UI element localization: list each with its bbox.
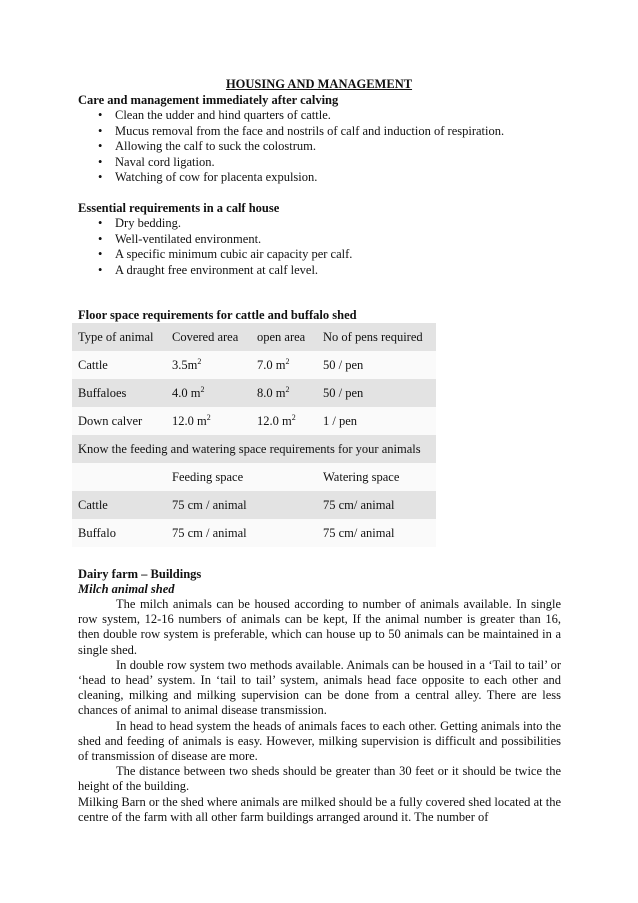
- table-cell: 50 / pen: [317, 379, 436, 407]
- table-header-cell: Feeding space: [166, 463, 317, 491]
- table-row: [72, 379, 436, 407]
- feeding-header-row: [72, 463, 436, 491]
- table-header-cell: [72, 463, 166, 491]
- table-cell: Down calver: [72, 407, 166, 435]
- list-item: • Watching of cow for placenta expulsion.: [78, 170, 504, 186]
- table-cell: 12.0 $m^2$: [251, 407, 317, 435]
- table-row: [72, 491, 436, 519]
- paragraph: The milch animals can be housed according to number of animals available. In single row system, 12-16 numbers of animals can be kept, If the animal number is greater than 16, then double row system is preferable, which can house up to 50 animals can be maintained in a single shed.: [78, 597, 561, 657]
- page-title: HOUSING AND MANAGEMENT: [225, 77, 413, 91]
- table-row: [72, 519, 436, 547]
- table-cell: 8.0 $m^2$: [251, 379, 317, 407]
- table-cell: $3.5m^2$: [166, 351, 251, 379]
- list-item: • Dry bedding.: [78, 216, 352, 232]
- paragraph: In double row system two methods available. Animals can be housed in a ‘Tail to tail’ or ‘head to head’ system. In ‘tail to tail’ system, animals head face opposite to each other and cleaning, milking and milking supervision can be done from a central alley. There are less chances of animal to animal disease transmission.: [78, 657, 561, 718]
- table-cell: 1 / pen: [317, 407, 436, 435]
- table-cell: 75 cm / animal: [166, 491, 317, 519]
- dairy-body: [78, 597, 561, 825]
- paragraph: Milking Barn or the shed where animals are milked should be a fully covered shed located at the centre of the farm with all other farm buildings arranged around it. The number of: [78, 794, 561, 824]
- table-cell: 75 cm/ animal: [317, 519, 436, 547]
- table-header-cell: open area: [251, 323, 317, 351]
- table-cell: 50 / pen: [317, 351, 436, 379]
- floor-space-heading: Floor space requirements for cattle and buffalo shed: [78, 308, 357, 322]
- section-heading-calving: Care and management immediately after calving: [78, 93, 339, 107]
- table-header-row: [72, 323, 436, 351]
- table-header-cell: No of pens required: [317, 323, 436, 351]
- table-cell: 75 cm/ animal: [317, 491, 436, 519]
- list-item: • Well-ventilated environment.: [78, 232, 352, 248]
- floor-space-table: [72, 323, 436, 547]
- table-cell: Cattle: [72, 351, 166, 379]
- table-header-cell: Covered area: [166, 323, 251, 351]
- paragraph: The distance between two sheds should be greater than 30 feet or it should be twice the height of the building.: [78, 764, 561, 794]
- table-row: [72, 351, 436, 379]
- dairy-heading: Dairy farm – Buildings: [78, 567, 202, 581]
- section-heading-calf-house: Essential requirements in a calf house: [78, 201, 280, 215]
- table-header-cell: Watering space: [317, 463, 436, 491]
- feeding-note: Know the feeding and watering space requirements for your animals: [72, 435, 436, 463]
- table-cell: Buffaloes: [72, 379, 166, 407]
- table-cell: 75 cm / animal: [166, 519, 317, 547]
- table-cell: Buffalo: [72, 519, 166, 547]
- calving-list: [78, 108, 504, 186]
- calf-house-list: [78, 216, 352, 278]
- table-cell: 7.0 $m^2$: [251, 351, 317, 379]
- table-cell: 12.0 $m^2$: [166, 407, 251, 435]
- list-item: • A draught free environment at calf level.: [78, 263, 352, 279]
- list-item: • A specific minimum cubic air capacity per calf.: [78, 247, 352, 263]
- list-item: • Mucus removal from the face and nostrils of calf and induction of respiration.: [78, 124, 504, 140]
- table-cell: Cattle: [72, 491, 166, 519]
- table-row: [72, 407, 436, 435]
- milch-shed-subheading: Milch animal shed: [78, 582, 175, 596]
- list-item: • Clean the udder and hind quarters of cattle.: [78, 108, 504, 124]
- table-header-cell: Type of animal: [72, 323, 166, 351]
- table-cell: 4.0 $m^2$: [166, 379, 251, 407]
- paragraph: In head to head system the heads of animals faces to each other. Getting animals into the shed and feeding of animals is easy. However, milking supervision is difficult and possibilities of transmission of disease are more.: [78, 718, 561, 764]
- table-note-row: [72, 435, 436, 463]
- list-item: • Allowing the calf to suck the colostrum.: [78, 139, 504, 155]
- list-item: • Naval cord ligation.: [78, 155, 504, 171]
